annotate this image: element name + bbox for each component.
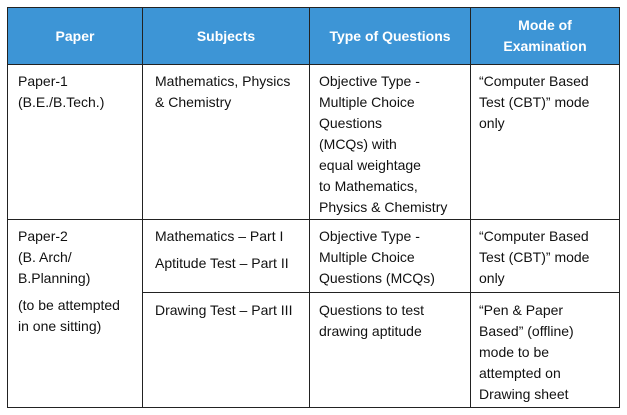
- column-divider: [470, 8, 471, 407]
- row-divider: [8, 219, 619, 220]
- header-subjects: Subjects: [196, 27, 256, 44]
- row1-paper: Paper-1 (B.E./B.Tech.): [18, 73, 105, 110]
- row2a-type: Objective Type - Multiple Choice Questions (MCQs): [319, 228, 435, 286]
- row2b-type: Questions to test drawing aptitude: [319, 302, 425, 339]
- header-type-of-questions: Type of Questions: [329, 27, 451, 44]
- row-divider: [8, 64, 619, 65]
- exam-pattern-table: [7, 7, 620, 408]
- column-divider: [142, 8, 143, 407]
- row2b-subjects: Drawing Test – Part III: [155, 302, 293, 318]
- header-paper: Paper: [55, 27, 95, 44]
- row-divider: [142, 292, 619, 293]
- row1-subjects: Mathematics, Physics & Chemistry: [155, 73, 291, 110]
- row2a-mode: “Computer Based Test (CBT)” mode only: [479, 228, 590, 286]
- row1-type: Objective Type - Multiple Choice Questions (MCQs) with equal weightage to Mathematics, Physics & Chemistry: [319, 73, 448, 215]
- column-divider: [309, 8, 310, 407]
- row2-paper: Paper-2 (B. Arch/ B.Planning) (to be attempted in one sitting): [18, 228, 120, 334]
- row2a-subjects: Mathematics – Part I Aptitude Test – Part II: [155, 228, 289, 271]
- header-mode-of-examination: Mode of Examination: [503, 17, 587, 54]
- row1-mode: “Computer Based Test (CBT)” mode only: [479, 73, 590, 131]
- row2b-mode: “Pen & Paper Based” (offline) mode to be attempted on Drawing sheet: [479, 302, 574, 402]
